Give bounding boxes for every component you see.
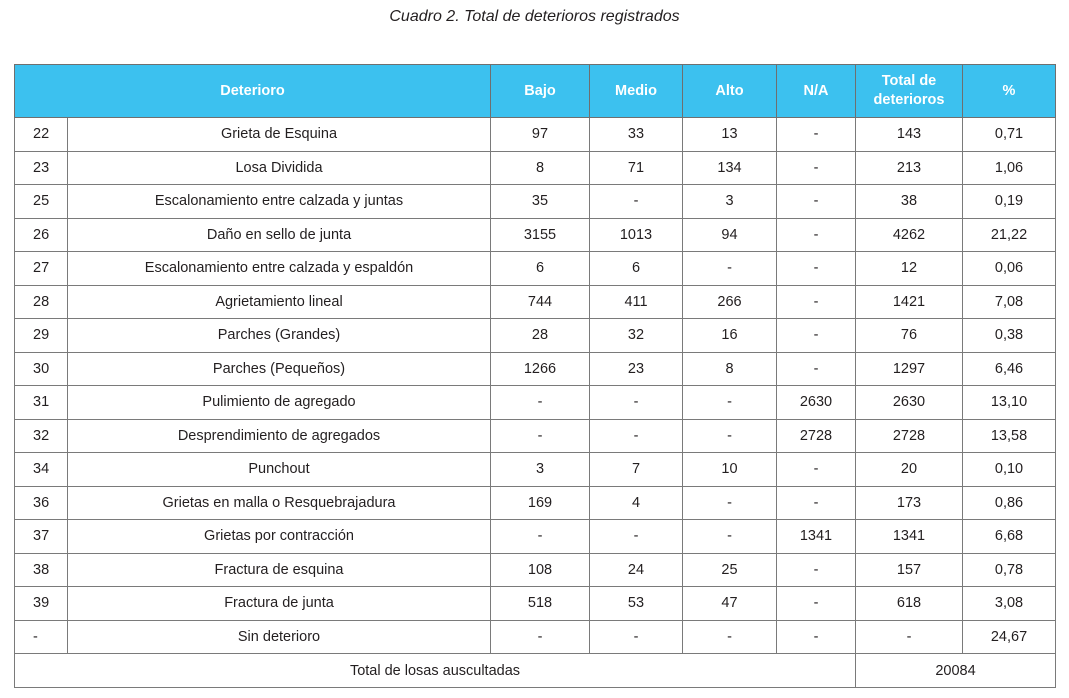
cell-na: - — [777, 352, 856, 386]
cell-alto: 16 — [683, 319, 777, 353]
cell-total: 173 — [856, 486, 963, 520]
cell-deterioro: Grietas en malla o Resquebrajadura — [68, 486, 491, 520]
cell-alto: - — [683, 486, 777, 520]
cell-medio: 23 — [590, 352, 683, 386]
cell-bajo: - — [491, 520, 590, 554]
cell-bajo: - — [491, 419, 590, 453]
header-medio: Medio — [590, 65, 683, 118]
table-row — [15, 252, 1056, 286]
table-row — [15, 319, 1056, 353]
cell-total: 4262 — [856, 218, 963, 252]
cell-bajo: 8 — [491, 151, 590, 185]
cell-deterioro: Agrietamiento lineal — [68, 285, 491, 319]
cell-deterioro: Escalonamiento entre calzada y espaldón — [68, 252, 491, 286]
cell-deterioro: Desprendimiento de agregados — [68, 419, 491, 453]
cell-alto: 13 — [683, 118, 777, 152]
header-alto: Alto — [683, 65, 777, 118]
cell-deterioro: Daño en sello de junta — [68, 218, 491, 252]
table-row — [15, 520, 1056, 554]
cell-alto: 266 — [683, 285, 777, 319]
cell-medio: 33 — [590, 118, 683, 152]
cell-code: 39 — [15, 587, 68, 621]
cell-total: 1421 — [856, 285, 963, 319]
cell-code: - — [15, 620, 68, 654]
cell-na: - — [777, 118, 856, 152]
cell-deterioro: Fractura de esquina — [68, 553, 491, 587]
cell-na: - — [777, 553, 856, 587]
cell-pct: 13,10 — [963, 386, 1056, 420]
cell-code: 31 — [15, 386, 68, 420]
cell-pct: 0,38 — [963, 319, 1056, 353]
table-row — [15, 285, 1056, 319]
cell-deterioro: Parches (Pequeños) — [68, 352, 491, 386]
table-row — [15, 118, 1056, 152]
cell-na: 1341 — [777, 520, 856, 554]
cell-bajo: 1266 — [491, 352, 590, 386]
cell-alto: - — [683, 620, 777, 654]
cell-code: 28 — [15, 285, 68, 319]
cell-deterioro: Grietas por contracción — [68, 520, 491, 554]
cell-total: 2630 — [856, 386, 963, 420]
cell-code: 38 — [15, 553, 68, 587]
cell-code: 25 — [15, 185, 68, 219]
table-row — [15, 486, 1056, 520]
table-row — [15, 587, 1056, 621]
cell-medio: 24 — [590, 553, 683, 587]
cell-alto: 94 — [683, 218, 777, 252]
cell-bajo: - — [491, 620, 590, 654]
cell-bajo: 518 — [491, 587, 590, 621]
cell-deterioro: Pulimiento de agregado — [68, 386, 491, 420]
cell-medio: 71 — [590, 151, 683, 185]
cell-pct: 1,06 — [963, 151, 1056, 185]
cell-code: 36 — [15, 486, 68, 520]
table-row — [15, 453, 1056, 487]
cell-total: 2728 — [856, 419, 963, 453]
cell-na: - — [777, 218, 856, 252]
cell-pct: 0,78 — [963, 553, 1056, 587]
cell-pct: 7,08 — [963, 285, 1056, 319]
cell-medio: 7 — [590, 453, 683, 487]
header-na: N/A — [777, 65, 856, 118]
cell-na: - — [777, 486, 856, 520]
cell-pct: 21,22 — [963, 218, 1056, 252]
cell-deterioro: Losa Dividida — [68, 151, 491, 185]
cell-alto: 134 — [683, 151, 777, 185]
cell-total: 1297 — [856, 352, 963, 386]
footer-label: Total de losas auscultadas — [15, 654, 856, 688]
cell-na: - — [777, 185, 856, 219]
cell-total: 1341 — [856, 520, 963, 554]
header-total-line1: Total de — [881, 73, 937, 89]
cell-total: - — [856, 620, 963, 654]
cell-na: - — [777, 285, 856, 319]
cell-code: 22 — [15, 118, 68, 152]
cell-bajo: 744 — [491, 285, 590, 319]
cell-pct: 6,46 — [963, 352, 1056, 386]
cell-code: 23 — [15, 151, 68, 185]
cell-deterioro: Escalonamiento entre calzada y juntas — [68, 185, 491, 219]
cell-medio: - — [590, 419, 683, 453]
cell-alto: - — [683, 386, 777, 420]
cell-total: 38 — [856, 185, 963, 219]
table-row — [15, 352, 1056, 386]
cell-bajo: 28 — [491, 319, 590, 353]
cell-bajo: 35 — [491, 185, 590, 219]
cell-medio: - — [590, 386, 683, 420]
cell-pct: 13,58 — [963, 419, 1056, 453]
footer-value: 20084 — [856, 654, 1056, 688]
header-total — [856, 65, 963, 118]
cell-pct: 0,86 — [963, 486, 1056, 520]
cell-bajo: 3 — [491, 453, 590, 487]
cell-na: 2630 — [777, 386, 856, 420]
table-row — [15, 553, 1056, 587]
cell-medio: 4 — [590, 486, 683, 520]
cell-code: 26 — [15, 218, 68, 252]
table-footer — [15, 654, 1056, 688]
table-body — [15, 118, 1056, 654]
cell-pct: 3,08 — [963, 587, 1056, 621]
cell-deterioro: Punchout — [68, 453, 491, 487]
table-row — [15, 386, 1056, 420]
cell-total: 12 — [856, 252, 963, 286]
header-total-line2: deterioros — [873, 92, 945, 108]
cell-pct: 6,68 — [963, 520, 1056, 554]
header-deterioro: Deterioro — [15, 65, 491, 118]
table-caption: Cuadro 2. Total de deterioros registrados — [389, 8, 680, 25]
cell-total: 157 — [856, 553, 963, 587]
cell-total: 618 — [856, 587, 963, 621]
cell-deterioro: Fractura de junta — [68, 587, 491, 621]
cell-medio: 1013 — [590, 218, 683, 252]
cell-pct: 0,19 — [963, 185, 1056, 219]
cell-medio: - — [590, 520, 683, 554]
cell-pct: 0,06 — [963, 252, 1056, 286]
header-bajo: Bajo — [491, 65, 590, 118]
cell-alto: 3 — [683, 185, 777, 219]
cell-bajo: 108 — [491, 553, 590, 587]
cell-code: 30 — [15, 352, 68, 386]
deterioros-table — [14, 64, 1056, 688]
cell-na: - — [777, 453, 856, 487]
cell-alto: 8 — [683, 352, 777, 386]
cell-total: 213 — [856, 151, 963, 185]
cell-bajo: 169 — [491, 486, 590, 520]
footer-row — [15, 654, 1056, 688]
cell-na: - — [777, 319, 856, 353]
cell-bajo: 6 — [491, 252, 590, 286]
table-row — [15, 620, 1056, 654]
cell-alto: - — [683, 419, 777, 453]
cell-na: 2728 — [777, 419, 856, 453]
cell-bajo: 97 — [491, 118, 590, 152]
cell-medio: 411 — [590, 285, 683, 319]
cell-alto: - — [683, 520, 777, 554]
cell-pct: 0,10 — [963, 453, 1056, 487]
cell-code: 27 — [15, 252, 68, 286]
cell-alto: 10 — [683, 453, 777, 487]
header-row — [15, 65, 1056, 118]
cell-alto: 25 — [683, 553, 777, 587]
cell-total: 20 — [856, 453, 963, 487]
table-row — [15, 151, 1056, 185]
table-row — [15, 185, 1056, 219]
cell-deterioro: Sin deterioro — [68, 620, 491, 654]
cell-deterioro: Parches (Grandes) — [68, 319, 491, 353]
cell-alto: - — [683, 252, 777, 286]
table-row — [15, 218, 1056, 252]
cell-pct: 24,67 — [963, 620, 1056, 654]
cell-alto: 47 — [683, 587, 777, 621]
table-row — [15, 419, 1056, 453]
cell-code: 32 — [15, 419, 68, 453]
cell-medio: - — [590, 185, 683, 219]
cell-na: - — [777, 252, 856, 286]
cell-code: 37 — [15, 520, 68, 554]
cell-medio: 6 — [590, 252, 683, 286]
cell-medio: 53 — [590, 587, 683, 621]
cell-medio: - — [590, 620, 683, 654]
cell-na: - — [777, 620, 856, 654]
cell-code: 34 — [15, 453, 68, 487]
table-header — [15, 65, 1056, 118]
cell-deterioro: Grieta de Esquina — [68, 118, 491, 152]
header-pct: % — [963, 65, 1056, 118]
cell-bajo: - — [491, 386, 590, 420]
cell-total: 76 — [856, 319, 963, 353]
cell-total: 143 — [856, 118, 963, 152]
cell-na: - — [777, 587, 856, 621]
cell-medio: 32 — [590, 319, 683, 353]
cell-pct: 0,71 — [963, 118, 1056, 152]
cell-code: 29 — [15, 319, 68, 353]
cell-bajo: 3155 — [491, 218, 590, 252]
cell-na: - — [777, 151, 856, 185]
